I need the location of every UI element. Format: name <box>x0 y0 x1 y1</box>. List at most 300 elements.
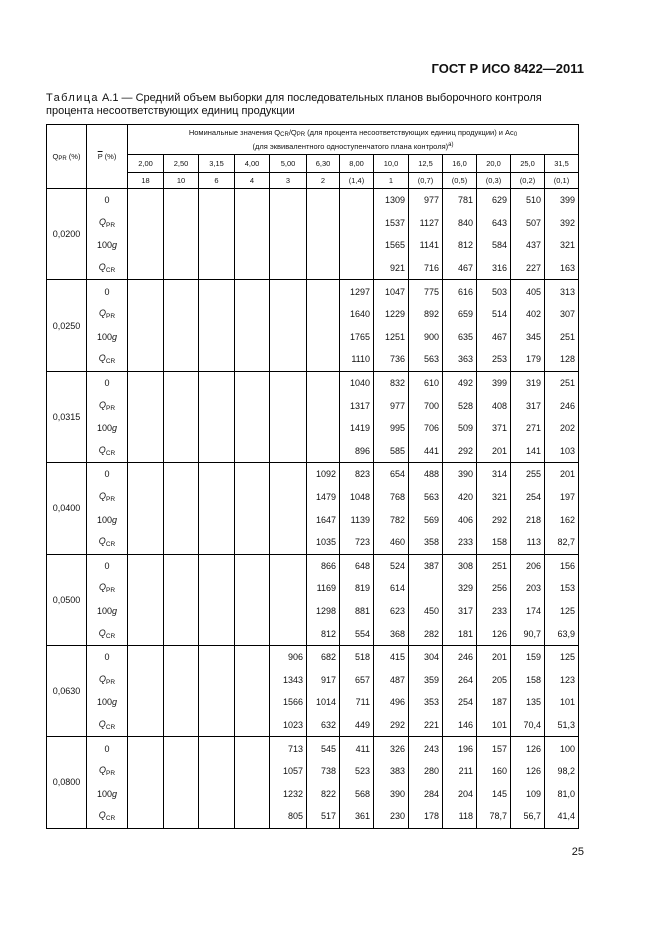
ac-cell: 2 <box>307 173 340 189</box>
row-label-main: 0 <box>104 195 110 206</box>
table-cell: 518 <box>340 645 374 668</box>
table-cell <box>235 440 270 463</box>
table-cell: 390 <box>443 463 477 486</box>
table-cell: 141 <box>511 440 545 463</box>
table-cell: 196 <box>443 737 477 760</box>
qpr-head-unit: (%) <box>66 151 81 161</box>
ac-cell: 1 <box>374 173 409 189</box>
table-cell: 63,9 <box>545 622 579 645</box>
row-label-main: 100 <box>96 331 112 342</box>
ratio-cell: 2,50 <box>164 155 199 173</box>
ac-cell: (0,7) <box>409 173 443 189</box>
table-cell: 823 <box>340 463 374 486</box>
table-row <box>47 782 579 805</box>
row-label <box>87 531 128 554</box>
table-cell: 545 <box>307 737 340 760</box>
table-cell <box>307 440 340 463</box>
table-cell: 1141 <box>409 234 443 257</box>
table-cell: 623 <box>374 600 409 623</box>
table-cell: 251 <box>545 371 579 394</box>
table-cell <box>199 508 235 531</box>
table-cell <box>340 257 374 280</box>
table-cell: 995 <box>374 417 409 440</box>
row-label-main: 100 <box>96 605 112 616</box>
table-cell: 1309 <box>374 189 409 212</box>
table-cell <box>235 348 270 371</box>
qpr-value: 0,0800 <box>47 737 87 828</box>
table-cell: 1014 <box>307 691 340 714</box>
table-cell: 1297 <box>340 280 374 303</box>
table-cell: 510 <box>511 189 545 212</box>
table-cell: 568 <box>340 782 374 805</box>
table-cell <box>199 348 235 371</box>
table-cell: 251 <box>545 326 579 349</box>
table-cell: 314 <box>477 463 511 486</box>
table-cell: 292 <box>443 440 477 463</box>
table-cell <box>128 212 164 235</box>
table-cell: 682 <box>307 645 340 668</box>
table-cell <box>199 737 235 760</box>
table-cell: 211 <box>443 760 477 783</box>
header-line1-c: (для процента несоответствующих единиц продукции) и Ac <box>305 127 514 137</box>
table-cell: 1127 <box>409 212 443 235</box>
table-cell: 317 <box>443 600 477 623</box>
header-line1-b: /Q <box>288 127 297 137</box>
table-cell <box>307 234 340 257</box>
table-cell <box>340 234 374 257</box>
table-row <box>47 805 579 828</box>
table-row <box>47 257 579 280</box>
ratio-cell: 3,15 <box>199 155 235 173</box>
table-cell: 371 <box>477 417 511 440</box>
table-cell <box>235 668 270 691</box>
table-cell: 406 <box>443 508 477 531</box>
table-cell: 319 <box>511 371 545 394</box>
row-label-sub: CR <box>105 632 116 640</box>
table-cell <box>128 782 164 805</box>
table-cell <box>199 212 235 235</box>
table-cell: 246 <box>443 645 477 668</box>
table-cell <box>128 394 164 417</box>
ratio-cell: 2,00 <box>128 155 164 173</box>
header-nominal-values <box>128 125 579 155</box>
table-cell: 711 <box>340 691 374 714</box>
table-cell <box>270 234 307 257</box>
table-cell: 256 <box>477 577 511 600</box>
table-cell: 181 <box>443 622 477 645</box>
ratio-cell: 31,5 <box>545 155 579 173</box>
table-cell <box>199 486 235 509</box>
table-cell <box>199 554 235 577</box>
table-cell <box>164 463 199 486</box>
header-line1-a: Номинальные значения Q <box>188 127 281 137</box>
table-cell: 345 <box>511 326 545 349</box>
table-cell <box>235 189 270 212</box>
table-cell: 917 <box>307 668 340 691</box>
table-cell: 308 <box>443 554 477 577</box>
table-cell <box>235 508 270 531</box>
table-cell <box>164 234 199 257</box>
table-cell: 230 <box>374 805 409 828</box>
table-cell: 1765 <box>340 326 374 349</box>
table-cell <box>235 371 270 394</box>
table-cell <box>164 189 199 212</box>
table-cell: 460 <box>374 531 409 554</box>
ratio-cell: 12,5 <box>409 155 443 173</box>
ratio-cell: 5,00 <box>270 155 307 173</box>
table-cell <box>164 303 199 326</box>
table-cell: 109 <box>511 782 545 805</box>
table-cell: 736 <box>374 348 409 371</box>
table-cell: 123 <box>545 668 579 691</box>
p-head-unit: (%) <box>102 152 117 161</box>
table-cell: 1479 <box>307 486 340 509</box>
table-cell <box>199 760 235 783</box>
ratio-cell: 4,00 <box>235 155 270 173</box>
table-cell <box>164 668 199 691</box>
table-row <box>47 348 579 371</box>
table-cell: 738 <box>307 760 340 783</box>
row-label <box>87 691 128 714</box>
table-cell: 1035 <box>307 531 340 554</box>
qpr-value: 0,0500 <box>47 554 87 645</box>
table-cell: 205 <box>477 668 511 691</box>
sample-size-table <box>46 124 579 829</box>
table-cell: 420 <box>443 486 477 509</box>
row-label <box>87 668 128 691</box>
table-row <box>47 714 579 737</box>
table-cell: 415 <box>374 645 409 668</box>
ac-cell: (0,2) <box>511 173 545 189</box>
caption-label: Таблица <box>46 92 99 104</box>
table-cell <box>164 760 199 783</box>
table-cell <box>307 212 340 235</box>
table-cell <box>235 622 270 645</box>
table-cell: 157 <box>477 737 511 760</box>
table-cell <box>235 303 270 326</box>
row-label-main: 0 <box>104 743 110 754</box>
row-label-main: Q <box>98 399 106 410</box>
table-cell <box>128 737 164 760</box>
table-cell: 329 <box>443 577 477 600</box>
table-cell <box>199 280 235 303</box>
table-cell: 775 <box>409 280 443 303</box>
table-cell: 629 <box>477 189 511 212</box>
row-label-sub: CR <box>105 358 116 366</box>
table-cell <box>270 326 307 349</box>
table-cell: 1566 <box>270 691 307 714</box>
table-cell: 1647 <box>307 508 340 531</box>
table-cell: 187 <box>477 691 511 714</box>
row-label <box>87 394 128 417</box>
table-cell <box>164 348 199 371</box>
row-label <box>87 257 128 280</box>
ratio-cell: 6,30 <box>307 155 340 173</box>
table-cell <box>164 531 199 554</box>
table-cell: 706 <box>409 417 443 440</box>
header-p <box>87 125 128 189</box>
table-cell: 977 <box>409 189 443 212</box>
table-cell: 487 <box>374 668 409 691</box>
table-cell: 202 <box>545 417 579 440</box>
table-cell: 1537 <box>374 212 409 235</box>
table-cell: 1057 <box>270 760 307 783</box>
table-cell <box>270 348 307 371</box>
table-cell: 292 <box>477 508 511 531</box>
row-label-main: 0 <box>104 560 110 571</box>
table-cell: 488 <box>409 463 443 486</box>
table-cell <box>199 234 235 257</box>
table-cell: 51,3 <box>545 714 579 737</box>
table-cell: 632 <box>307 714 340 737</box>
table-cell <box>270 577 307 600</box>
table-cell <box>270 189 307 212</box>
qpr-value: 0,0400 <box>47 463 87 554</box>
table-cell: 832 <box>374 371 409 394</box>
row-label-italic: g <box>112 331 118 342</box>
table-cell: 233 <box>443 531 477 554</box>
table-cell <box>235 531 270 554</box>
table-cell <box>128 280 164 303</box>
table-cell <box>199 691 235 714</box>
ac-cell: (0,3) <box>477 173 511 189</box>
header-line1-sub3: 0 <box>513 131 518 138</box>
qpr-value: 0,0315 <box>47 371 87 462</box>
ac-cell: 4 <box>235 173 270 189</box>
table-cell: 906 <box>270 645 307 668</box>
table-cell <box>128 760 164 783</box>
table-cell <box>164 371 199 394</box>
table-cell: 643 <box>477 212 511 235</box>
table-cell: 782 <box>374 508 409 531</box>
table-cell <box>270 554 307 577</box>
table-cell: 156 <box>545 554 579 577</box>
ac-cell: 10 <box>164 173 199 189</box>
table-cell <box>128 508 164 531</box>
table-cell <box>199 189 235 212</box>
table-cell <box>235 691 270 714</box>
row-label-main: 0 <box>104 378 110 389</box>
table-cell <box>270 486 307 509</box>
row-label-main: 0 <box>104 469 110 480</box>
table-cell: 1040 <box>340 371 374 394</box>
table-cell: 163 <box>545 257 579 280</box>
table-cell: 812 <box>307 622 340 645</box>
table-cell: 100 <box>545 737 579 760</box>
table-cell: 284 <box>409 782 443 805</box>
table-cell <box>270 440 307 463</box>
table-cell: 113 <box>511 531 545 554</box>
table-cell: 126 <box>511 737 545 760</box>
table-cell <box>409 577 443 600</box>
table-cell: 657 <box>340 668 374 691</box>
table-cell <box>164 394 199 417</box>
table-cell: 507 <box>511 212 545 235</box>
table-row <box>47 691 579 714</box>
table-cell <box>235 600 270 623</box>
table-cell: 316 <box>477 257 511 280</box>
table-cell: 528 <box>443 394 477 417</box>
table-cell: 282 <box>409 622 443 645</box>
table-row <box>47 737 579 760</box>
ac-cell: 6 <box>199 173 235 189</box>
table-cell <box>270 417 307 440</box>
header-line2-sup: a) <box>448 141 454 148</box>
table-cell: 159 <box>511 645 545 668</box>
table-cell <box>307 417 340 440</box>
row-label-main: Q <box>98 582 106 593</box>
table-cell: 648 <box>340 554 374 577</box>
table-cell <box>235 463 270 486</box>
row-label-sub: CR <box>105 815 116 823</box>
header-qpr <box>47 125 87 189</box>
ac-cell: (0,5) <box>443 173 477 189</box>
table-cell: 524 <box>374 554 409 577</box>
table-cell: 503 <box>477 280 511 303</box>
row-label <box>87 508 128 531</box>
table-cell: 307 <box>545 303 579 326</box>
table-cell <box>128 440 164 463</box>
table-cell: 253 <box>477 348 511 371</box>
table-cell: 1298 <box>307 600 340 623</box>
table-cell <box>307 280 340 303</box>
page-number: 25 <box>571 846 584 858</box>
ac-cell: (0,1) <box>545 173 579 189</box>
row-label <box>87 554 128 577</box>
row-label-italic: g <box>112 605 118 616</box>
table-row <box>47 645 579 668</box>
table-cell <box>235 280 270 303</box>
table-cell: 90,7 <box>511 622 545 645</box>
row-label <box>87 303 128 326</box>
table-cell: 1251 <box>374 326 409 349</box>
table-cell: 363 <box>443 348 477 371</box>
table-cell: 103 <box>545 440 579 463</box>
row-label <box>87 348 128 371</box>
table-cell <box>270 531 307 554</box>
row-label-main: Q <box>98 444 106 455</box>
table-cell <box>270 600 307 623</box>
table-cell: 126 <box>511 760 545 783</box>
table-cell: 358 <box>409 531 443 554</box>
table-cell: 659 <box>443 303 477 326</box>
table-cell <box>128 486 164 509</box>
table-cell: 1419 <box>340 417 374 440</box>
table-cell: 41,4 <box>545 805 579 828</box>
table-cell: 408 <box>477 394 511 417</box>
table-cell: 713 <box>270 737 307 760</box>
table-row <box>47 417 579 440</box>
table-cell: 1110 <box>340 348 374 371</box>
table-cell: 255 <box>511 463 545 486</box>
table-cell: 280 <box>409 760 443 783</box>
table-cell <box>235 417 270 440</box>
table-cell: 233 <box>477 600 511 623</box>
table-cell <box>128 714 164 737</box>
table-cell: 610 <box>409 371 443 394</box>
table-row <box>47 622 579 645</box>
row-label-sub: PR <box>105 587 116 595</box>
table-cell <box>235 234 270 257</box>
row-label-italic: g <box>112 788 118 799</box>
row-label-main: Q <box>98 262 106 273</box>
row-label-main: Q <box>98 536 106 547</box>
table-cell: 246 <box>545 394 579 417</box>
table-cell: 866 <box>307 554 340 577</box>
table-cell: 126 <box>477 622 511 645</box>
table-cell: 1343 <box>270 668 307 691</box>
row-label <box>87 417 128 440</box>
table-cell <box>128 577 164 600</box>
table-cell <box>235 326 270 349</box>
ratio-cell: 16,0 <box>443 155 477 173</box>
table-cell: 563 <box>409 348 443 371</box>
table-cell <box>128 691 164 714</box>
table-cell: 399 <box>477 371 511 394</box>
row-label-sub: CR <box>105 267 116 275</box>
table-cell <box>164 782 199 805</box>
table-cell: 554 <box>340 622 374 645</box>
row-label-sub: CR <box>105 449 116 457</box>
table-row <box>47 508 579 531</box>
row-label-main: 0 <box>104 286 110 297</box>
table-cell: 496 <box>374 691 409 714</box>
table-cell <box>164 486 199 509</box>
table-cell: 321 <box>545 234 579 257</box>
row-label-main: Q <box>98 216 106 227</box>
table-cell: 700 <box>409 394 443 417</box>
table-cell <box>199 805 235 828</box>
table-cell <box>307 394 340 417</box>
table-cell: 221 <box>409 714 443 737</box>
table-cell: 82,7 <box>545 531 579 554</box>
row-label-sub: PR <box>105 496 116 504</box>
table-cell: 326 <box>374 737 409 760</box>
table-cell: 614 <box>374 577 409 600</box>
table-row <box>47 371 579 394</box>
table-cell: 492 <box>443 371 477 394</box>
table-cell: 361 <box>340 805 374 828</box>
table-cell <box>307 326 340 349</box>
table-cell: 383 <box>374 760 409 783</box>
table-cell <box>340 189 374 212</box>
table-cell: 509 <box>443 417 477 440</box>
table-cell <box>128 554 164 577</box>
table-row <box>47 234 579 257</box>
table-row <box>47 303 579 326</box>
table-cell: 204 <box>443 782 477 805</box>
table-cell <box>199 463 235 486</box>
ratio-cell: 25,0 <box>511 155 545 173</box>
row-label <box>87 645 128 668</box>
document-code: ГОСТ Р ИСО 8422—2011 <box>431 61 584 76</box>
row-label <box>87 326 128 349</box>
table-cell <box>270 622 307 645</box>
table-cell: 125 <box>545 645 579 668</box>
table-cell <box>235 486 270 509</box>
table-cell: 153 <box>545 577 579 600</box>
table-cell <box>270 508 307 531</box>
table-row <box>47 577 579 600</box>
row-label-main: Q <box>98 308 106 319</box>
table-cell <box>164 577 199 600</box>
ac-cell: (1,4) <box>340 173 374 189</box>
row-label-main: Q <box>98 627 106 638</box>
table-cell: 399 <box>545 189 579 212</box>
row-label-main: 100 <box>96 788 112 799</box>
table-cell <box>199 371 235 394</box>
table-cell <box>235 394 270 417</box>
